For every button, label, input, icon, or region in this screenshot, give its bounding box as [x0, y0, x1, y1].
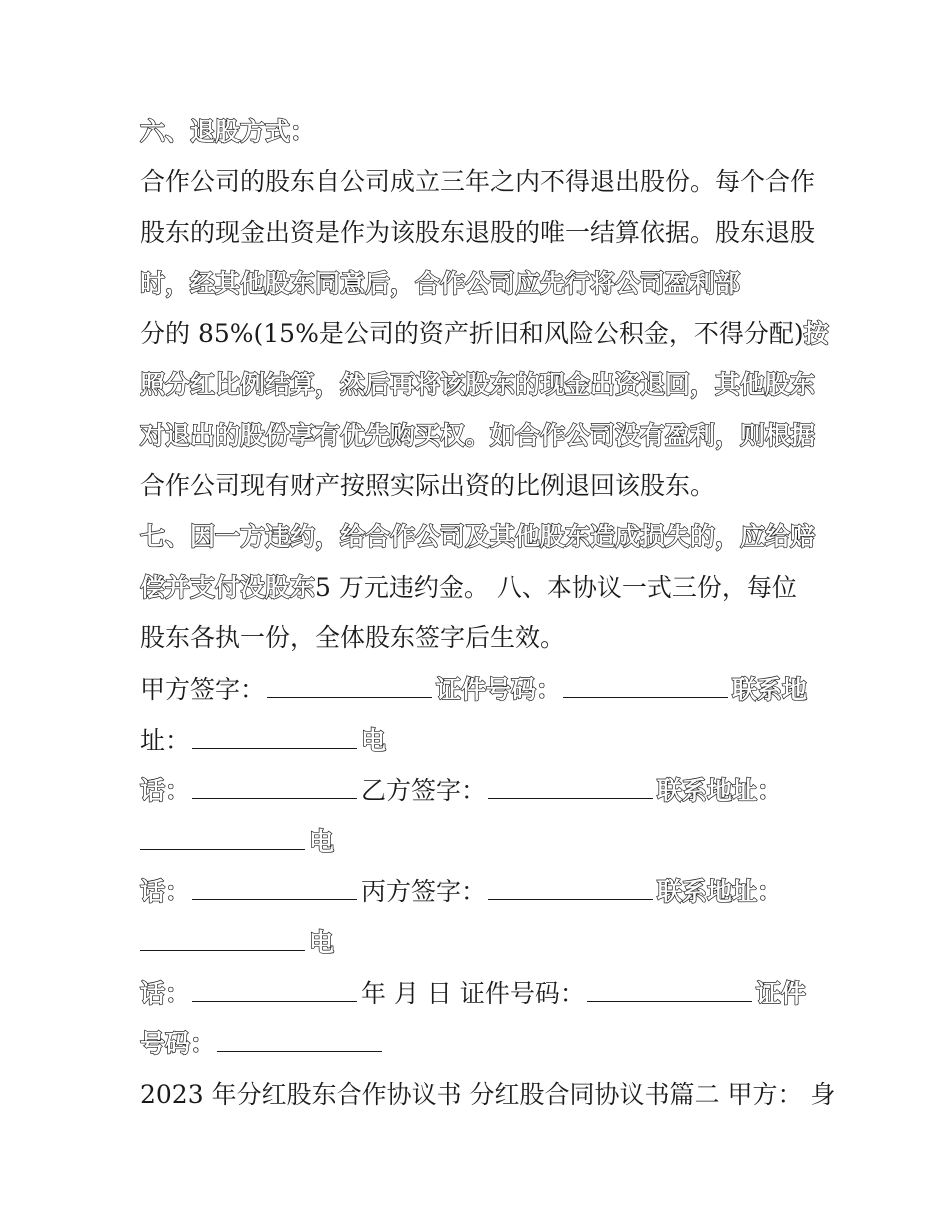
section-seven-line: [140, 572, 820, 604]
section-heading-six: 六、退股方式：: [140, 117, 316, 146]
paragraph-line: 合作公司现有财产按照实际出资的比例退回该股东。: [140, 471, 716, 500]
phone-label-tail: 话：: [140, 776, 191, 805]
signature-row-party-c: [140, 876, 820, 908]
party-c-address-blank[interactable]: [140, 928, 305, 951]
section-seven-line: 股东各执一份，全体股东签字后生效。: [140, 623, 566, 652]
party-a-sign-label: 甲方签字：: [140, 675, 266, 704]
party-b-phone-blank[interactable]: [192, 877, 357, 900]
paragraph-line: 对退出的股份享有优先购买权。如合作公司没有盈利，则根据: [140, 421, 816, 450]
party-c-sign-blank[interactable]: [488, 877, 653, 900]
phone-label-tail: 话：: [140, 979, 191, 1008]
signature-row-party-a: [140, 674, 820, 706]
contact-address-label: 联系地址：: [657, 877, 783, 906]
party-a-id-blank[interactable]: [563, 675, 728, 698]
party-c-sign-label: 丙方签字：: [361, 877, 487, 906]
party-b-sign-label: 乙方签字：: [361, 776, 487, 805]
party-a-address-blank[interactable]: [192, 726, 357, 749]
paragraph-text: 5 万元违约金。 八、本协议一式三份，每位: [315, 573, 797, 602]
id-number-label: 证件号码：: [436, 675, 562, 704]
signature-row-party-b: [140, 775, 820, 807]
party-b-address-blank[interactable]: [140, 827, 305, 850]
paragraph-text-stylized: 按: [803, 319, 829, 348]
party-a-phone-blank[interactable]: [192, 776, 357, 799]
date-id-label: 年 月 日 证件号码：: [361, 979, 585, 1008]
signature-row-address: [140, 725, 820, 757]
paragraph-line: 时，经其他股东同意后，合作公司应先行将公司盈利部: [140, 269, 741, 298]
address-label-tail: 址：: [140, 726, 191, 755]
paragraph-line: 股东的现金出资是作为该股东退股的唯一结算依据。股东退股: [140, 218, 816, 247]
id-label-head: 证件: [755, 979, 806, 1008]
phone-label-head: 电: [309, 928, 335, 957]
signature-row-b-address: [140, 826, 820, 858]
party-a-sign-blank[interactable]: [267, 675, 432, 698]
phone-label-tail: 话：: [140, 877, 191, 906]
id-label-tail: 号码：: [140, 1029, 216, 1058]
phone-label-head: 电: [361, 726, 387, 755]
paragraph-text-stylized: 偿并支付没股东: [140, 573, 316, 602]
id-number-blank[interactable]: [587, 979, 752, 1002]
contact-address-label: 联系地: [732, 675, 808, 704]
signature-row-c-address: [140, 927, 820, 959]
phone-label-head: 电: [309, 827, 335, 856]
paragraph-line: 合作公司的股东自公司成立三年之内不得退出股份。每个合作: [140, 167, 816, 196]
section-seven-line: 七、因一方违约，给合作公司及其他股东造成损失的，应给赔: [140, 522, 816, 551]
party-c-phone-blank[interactable]: [192, 979, 357, 1002]
signature-row-date: [140, 978, 820, 1010]
paragraph-line: [140, 318, 829, 350]
paragraph-text: 分的 85%(15%是公司的资产折旧和风险公积金，不得分配): [140, 319, 804, 348]
signature-row-id: [140, 1028, 820, 1060]
id-number-blank[interactable]: [217, 1029, 382, 1052]
contact-address-label: 联系地址：: [657, 776, 783, 805]
paragraph-line: 照分红比例结算，然后再将该股东的现金出资退回，其他股东: [140, 370, 816, 399]
party-b-sign-blank[interactable]: [488, 776, 653, 799]
next-document-title-line: 2023 年分红股东合作协议书 分红股合同协议书篇二 甲方： 身: [140, 1080, 836, 1109]
